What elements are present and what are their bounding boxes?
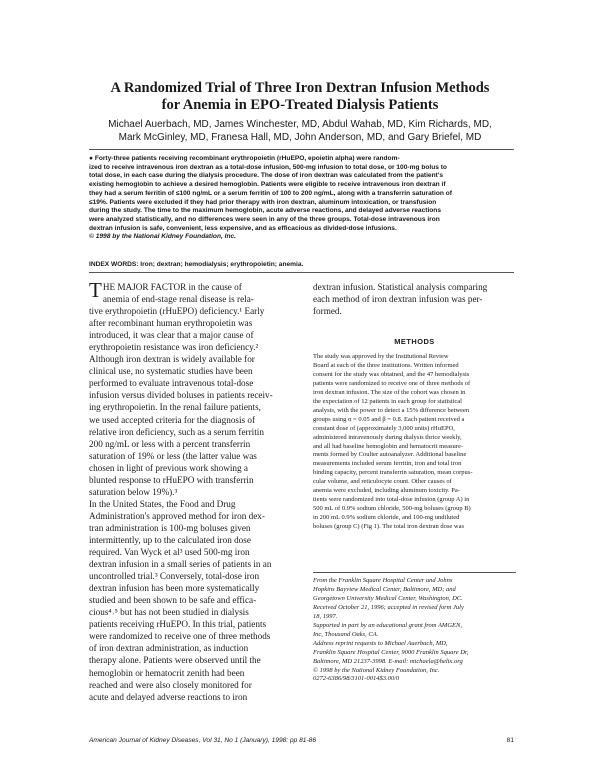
footnote-line: 18, 1997. [313, 612, 338, 620]
body-line: introduced, it was clear that a major cause of [89, 330, 254, 341]
methods-line: measurements included serum ferritin, iron and total iron [313, 460, 462, 468]
body-line: anemia of end-stage renal disease is rela- [102, 294, 254, 305]
abstract-line: ized to receive intravenous iron dextran as a total-dose infusion, 500-mg infusion to total dose, or 100-mg bolus to [89, 163, 447, 171]
methods-line: and all had baseline hemoglobin and hematocrit measure- [313, 442, 463, 450]
body-line: infusion versus divided boluses in patients receiv- [89, 390, 273, 401]
body-line: hemoglobin or hematocrit zenith had been [89, 667, 245, 678]
body-line: intermittently, up to the calculated iron dose [89, 534, 251, 545]
article-title [60, 80, 540, 114]
body-line: we used accepted criteria for the diagnosis of [89, 414, 256, 425]
footnote-line: Hopkins Bayview Medical Center, Baltimore, MD; and [313, 585, 456, 593]
body-line: tive erythropoietin (rHuEPO) deficiency.¹ Early [89, 306, 265, 317]
body-line: required. Van Wyck et al³ used 500-mg iron [89, 547, 250, 558]
index-rule [89, 272, 514, 273]
body-line: Although iron dextran is widely available for [89, 354, 255, 365]
footnote-line: Address reprint requests to Michael Auerbach, MD, [313, 639, 448, 647]
methods-line: The study was approved by the Institutional Review [313, 353, 449, 360]
footnote-line: © 1998 by the National Kidney Foundation, Inc. [313, 666, 440, 674]
body-line: clinical use, no systematic studies have been [89, 366, 253, 377]
methods-line: in 200 mL 0.9% sodium chloride, and 100-mg undiluted [313, 514, 460, 522]
footnote-line: 0272-6386/98/3101-0014$3.00/0 [313, 675, 400, 683]
body-line: tran administration is 100-mg boluses given [89, 522, 251, 533]
body-line: dextran infusion. Statistical analysis comparing [313, 282, 488, 292]
methods-line: 500 mL of 0.9% sodium chloride, 500-mg boluses (group B) [313, 505, 471, 513]
abstract-line: total dose, in each case during the dialysis procedure. The dose of iron dextran was calculated from the patient's [89, 172, 444, 180]
body-line: formed. [313, 306, 342, 317]
methods-line: Board at each of the three institutions. Written informed [313, 361, 459, 369]
abstract-line: they had a serum ferritin of ≤100 ng/mL or a serum ferritin of 100 to 200 ng/mL, along with a transferrin saturation of [89, 189, 452, 197]
methods-line: patients were randomized to receive one of three methods of [313, 379, 471, 387]
body-line: reached and were also closely monitored for [89, 679, 252, 690]
abstract [89, 155, 514, 242]
author-line: Mark McGinley, MD, Franesa Hall, MD, John Anderson, MD, and Gary Briefel, MD [118, 132, 482, 143]
body-line: chosen in light of previous work showing a [89, 462, 248, 473]
body-line: dextran infusion has been more systematically [89, 583, 260, 594]
methods-line: tients were randomized into total-dose infusion (group A) in [313, 496, 470, 504]
abstract-line: ● Forty-three patients receiving recombinant erythropoietin (rHuEPO, epoietin alpha) were random- [89, 155, 400, 162]
methods-line: boluses (group C) (Fig 1). The total iron dextran dose was [313, 523, 464, 531]
body-line: ing erythropoietin. In the renal failure patients, [89, 402, 261, 413]
footnote-line: Inc, Thousand Oaks, CA. [313, 630, 379, 638]
abstract-line: were analyzed statistically, and no differences were seen in any of the three groups. Total-dose intravenous iron [89, 215, 440, 223]
footnote-line: Georgetown University Medical Center, Washington, DC. [313, 594, 463, 602]
footnote-line: Baltimore, MD 21237-3998. E-mail: michaela@helix.org [313, 657, 463, 665]
methods-line: anemia were excluded, including aluminum toxicity. Pa- [313, 487, 460, 495]
methods-line: cular volume, and reticulocyte count. Other causes of [313, 478, 452, 486]
abstract-line: during the study. The time to the maximum hemoglobin, acute adverse reactions, and delayed adverse reactions [89, 207, 442, 215]
abstract-copyright: © 1998 by the National Kidney Foundation, Inc. [89, 233, 237, 241]
methods-line: consent for the study was obtained, and the 47 hemodialysis [313, 370, 470, 378]
body-line: saturation of 19% or less (the latter value was [89, 450, 257, 461]
methods-line: constant dose of (approximately 3,000 units) rHuEPO, [313, 424, 455, 432]
body-line: dextran infusion in a small series of patients in an [89, 559, 272, 570]
body-line: Administration's approved method for iron dex- [89, 510, 265, 521]
methods-line: binding capacity, percent transferrin saturation, mean corpus- [313, 469, 473, 477]
methods-line: analysis, with the power to detect a 15% difference between [313, 406, 470, 414]
body-line: of iron dextran administration, as induction [89, 643, 249, 654]
body-line: 200 ng/mL or less with a percent transferrin [89, 438, 251, 449]
drop-cap: T [89, 278, 102, 302]
title-line: for Anemia in EPO-Treated Dialysis Patients [161, 97, 439, 113]
methods-line: administered intravenously during dialysis thrice weekly, [313, 433, 462, 441]
methods-heading: METHODS [394, 337, 435, 346]
footnote-line: Franklin Square Hospital Center, 9000 Franklin Square Dr, [313, 648, 469, 656]
footnote-line: From the Franklin Square Hospital Center and Johns [313, 577, 453, 584]
body-line: uncontrolled trial.³ Conversely, total-dose iron [89, 571, 260, 582]
footnote-line: Received October 21, 1996; accepted in revised form July [313, 603, 464, 611]
footnote-line: Supported in part by an educational grant from AMGEN, [313, 621, 462, 629]
body-line: erythropoietin resistance was iron deficiency.² [89, 342, 259, 353]
body-line: acute and delayed adverse reactions to iron [89, 691, 248, 702]
body-line: cious⁴˒⁵ but has not been studied in dialysis [89, 607, 249, 618]
methods-line: ments formed by Coulter autoanalyzer. Additional baseline [313, 451, 467, 459]
abstract-top-rule [89, 149, 514, 150]
abstract-line: dextran infusion is safe, convenient, less expensive, and as efficacious as divided-dose infusions. [89, 224, 397, 232]
body-line: studied and been shown to be safe and effica- [89, 595, 257, 606]
methods-line: the expectation of 12 patients in each group for statistical [313, 397, 462, 405]
methods-line: iron dextran infusion. The size of the cohort was chosen in [313, 388, 466, 396]
footnote-rule [313, 572, 516, 573]
page-number: 81 [506, 737, 514, 744]
body-line: saturation below 19%).³ [89, 486, 178, 497]
body-line: each method of iron dextran infusion was per- [313, 294, 483, 305]
affiliation-footnotes [313, 577, 516, 684]
journal-citation: American Journal of Kidney Diseases, Vol 31, No 1 (January), 1998: pp 81-86 [89, 737, 316, 744]
title-line: A Randomized Trial of Three Iron Dextran Infusion Methods [110, 80, 490, 96]
author-line: Michael Auerbach, MD, James Winchester, MD, Abdul Wahab, MD, Kim Richards, MD, [108, 119, 492, 130]
abstract-line: ≤19%. Patients were excluded if they had prior therapy with iron dextran, aluminum intoxication, or transfusion [89, 198, 437, 206]
methods-line: groups using α = 0.05 and β = 0.8. Each patient received a [313, 415, 465, 423]
body-line: after recombinant human erythropoietin was [89, 318, 253, 329]
methods-body [313, 353, 516, 532]
index-words: INDEX WORDS: Iron; dextran; hemodialysis; erythropoietin; anemia. [89, 261, 304, 268]
body-line: In the United States, the Food and Drug [89, 498, 236, 509]
left-column-body [89, 278, 292, 703]
body-line: patients receiving rHuEPO. In this trial, patients [89, 619, 267, 630]
right-column-intro [313, 281, 516, 317]
abstract-line: existing hemoglobin to achieve a desired hemoglobin. Patients were eligible to receive intravenous iron dextran if [89, 181, 446, 189]
body-line: were randomized to receive one of three methods [89, 631, 271, 642]
body-line: performed to evaluate intravenous total-dose [89, 378, 254, 389]
body-line: relative iron deficiency, such as a serum ferritin [89, 426, 264, 437]
author-list [70, 118, 530, 144]
body-line: HE MAJOR FACTOR in the cause of [102, 282, 242, 292]
body-line: therapy alone. Patients were observed until the [89, 655, 261, 666]
body-line: blunted response to rHuEPO with transferrin [89, 474, 254, 485]
